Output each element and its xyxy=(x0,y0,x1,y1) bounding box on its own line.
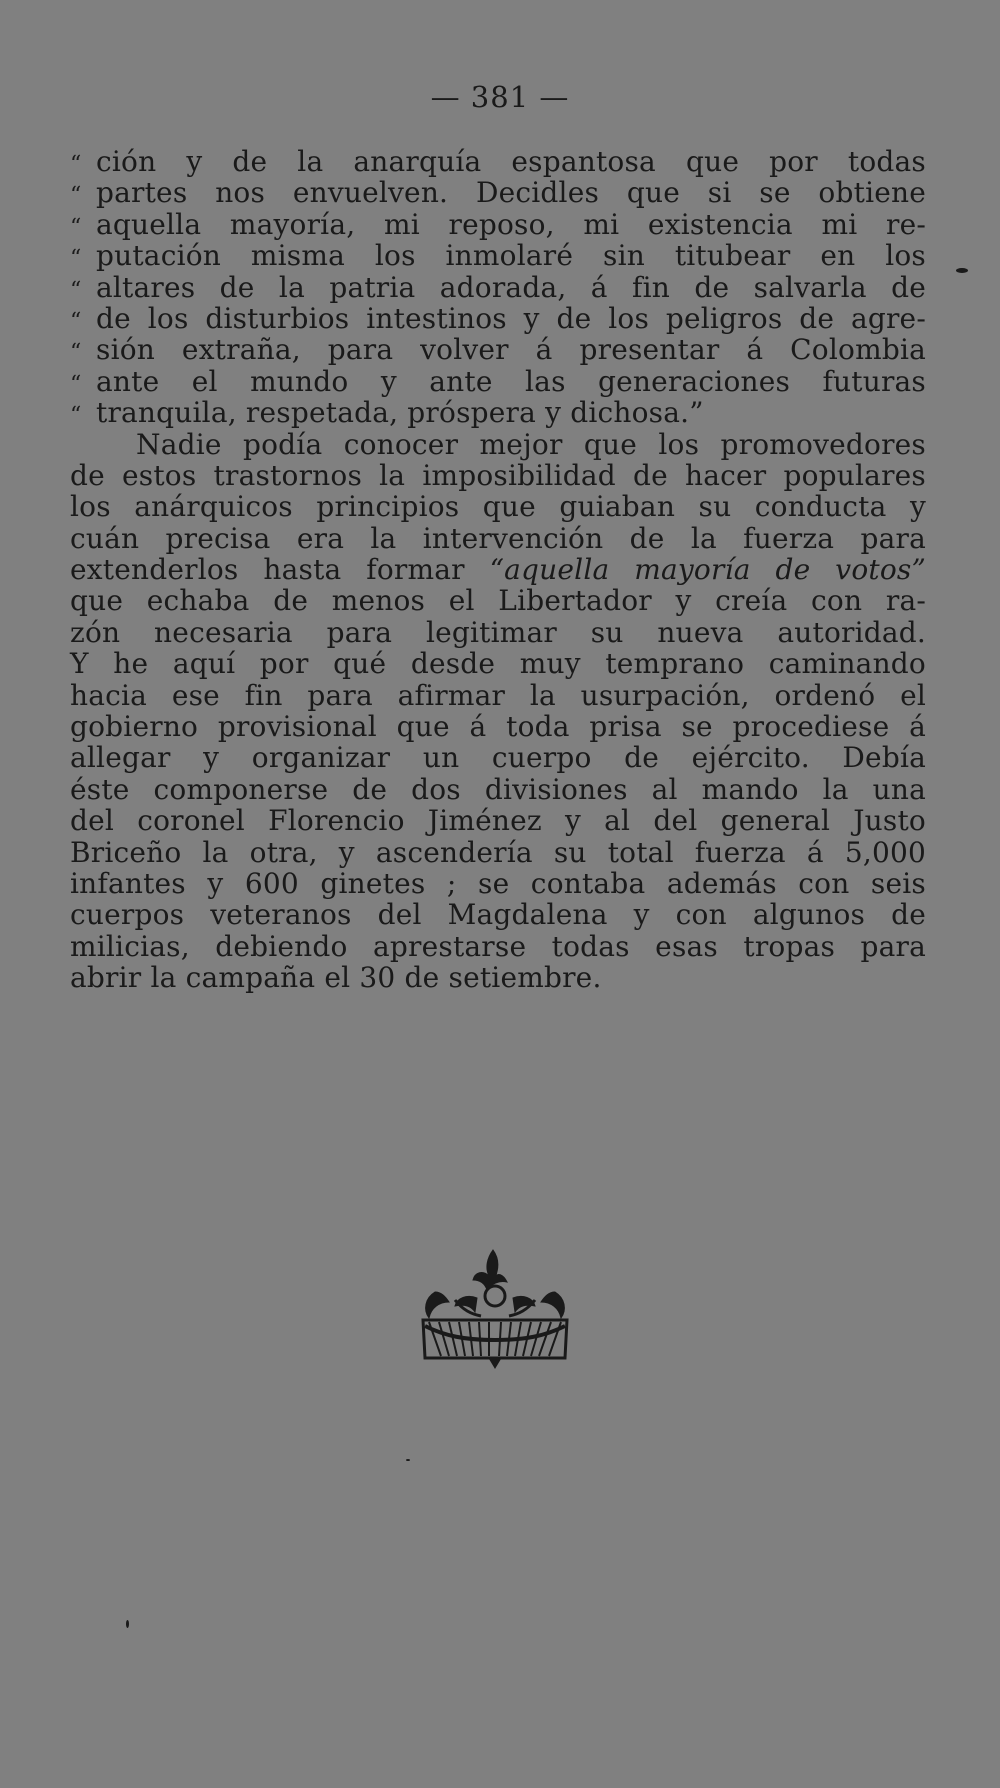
page-number: — 381 — xyxy=(430,80,570,114)
paragraph-line: cuán precisa era la intervención de la fuerza para xyxy=(70,521,926,555)
paragraph-line: éste componerse de dos divisiones al mando la una xyxy=(70,772,926,806)
scan-speck xyxy=(406,1459,410,1461)
paragraph-line: que echaba de menos el Libertador y creía con ra- xyxy=(70,584,926,618)
paragraph-line: infantes y 600 ginetes ; se contaba además con seis xyxy=(70,866,926,900)
quote-line: “ de los disturbios intestinos y de los peligros de agre- xyxy=(70,303,926,334)
paragraph-line: Y he aquí por qué desde muy temprano caminando xyxy=(70,647,926,681)
paragraph-line: cuerpos veteranos del Magdalena y con algunos de xyxy=(70,898,926,932)
paragraph-line: hacia ese fin para afirmar la usurpación, ordenó el xyxy=(70,678,926,712)
paragraph-line: Briceño la otra, y ascendería su total fuerza á 5,000 xyxy=(70,835,926,869)
paragraph-line: zón necesaria para legitimar su nueva autoridad. xyxy=(70,615,926,649)
quote-mark: “ xyxy=(70,403,82,429)
quote-mark: “ xyxy=(70,152,82,177)
quote-line: “ ción y de la anarquía espantosa que por todas xyxy=(70,146,926,177)
quote-line: “ partes nos envuelven. Decidles que si se obtiene xyxy=(70,177,926,208)
scan-speck xyxy=(956,268,968,273)
paragraph-line: allegar y organizar un cuerpo de ejército. Debía xyxy=(70,741,926,775)
quote-line: “ tranquila, respetada, próspera y dichosa.” xyxy=(70,397,926,428)
quote-line: “ ante el mundo y ante las generaciones futuras xyxy=(70,366,926,397)
quote-mark: “ xyxy=(70,371,82,397)
paragraph-line: milicias, debiendo aprestarse todas esas tropas para xyxy=(70,929,926,963)
quote-mark: “ xyxy=(70,214,82,240)
quote-line: “ altares de la patria adorada, á fin de salvarla de xyxy=(70,272,926,303)
paragraph-line: Nadie podía conocer mejor que los promovedores xyxy=(136,427,926,461)
paragraph-line: abrir la campaña el 30 de setiembre. xyxy=(70,961,602,995)
quote-mark: “ xyxy=(70,308,82,334)
quote-line: “ aquella mayoría, mi reposo, mi existencia mi re- xyxy=(70,209,926,240)
paragraph-line: del coronel Florencio Jiménez y al del general Justo xyxy=(70,804,926,838)
paragraph-line: gobierno provisional que á toda prisa se procediese á xyxy=(70,710,926,744)
floral-vignette-icon xyxy=(415,1240,575,1370)
paragraph-line: de estos trastornos la imposibilidad de hacer populares xyxy=(70,458,926,492)
quote-line: “ sión extraña, para volver á presentar á Colombia xyxy=(70,334,926,365)
scan-speck xyxy=(126,1620,129,1628)
paragraph-line: los anárquicos principios que guiaban su conducta y xyxy=(70,490,926,524)
paragraph-line: extenderlos hasta formar “aquella mayoría de votos” xyxy=(70,553,926,587)
quote-mark: “ xyxy=(70,277,82,303)
quote-mark: “ xyxy=(70,246,82,272)
quote-mark: “ xyxy=(70,183,82,209)
quote-mark: “ xyxy=(70,340,82,366)
quote-line: “ putación misma los inmolaré sin titubear en los xyxy=(70,240,926,271)
quoted-phrase: “aquella mayoría de votos” xyxy=(489,553,926,587)
page-text xyxy=(70,146,926,994)
